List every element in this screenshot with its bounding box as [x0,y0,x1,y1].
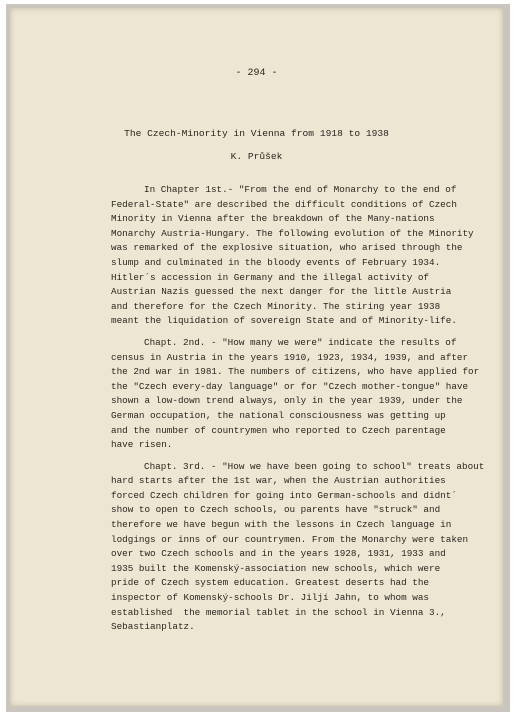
text-line: Monarchy Austria-Hungary. The following evolution of the Minority [111,227,474,239]
text-line: inspector of Komenský-schools Dr. Jiljí Jahn, to whom was [111,592,430,604]
paragraph [111,336,501,453]
text-line: Sebastianplatz. [111,621,195,633]
text-line: show to open to Czech schools, ou parents have "struck" and [111,504,441,516]
document-page [10,8,503,706]
text-line: have risen. [111,439,173,451]
text-line: Chapt. 3rd. - "How we have been going to school" treats about [144,460,485,472]
text-line: Hitler´s accession in Germany and the illegal activity of [111,271,430,283]
document-title: The Czech-Minority in Vienna from 1918 to 1938 [124,128,389,139]
text-line: meant the liquidation of sovereign State and of Minority-life. [111,315,457,327]
text-line: In Chapter 1st.- "From the end of Monarchy to the end of [144,184,457,195]
text-line: over two Czech schools and in the years 1928, 1931, 1933 and [111,548,446,560]
page-number: - 294 - [235,68,278,79]
paragraph [111,460,501,635]
text-line: forced Czech children for going into German-schools and didnt´ [111,489,457,501]
text-line: hard starts after the 1st war, when the Austrian authorities [111,475,446,487]
paragraph [111,183,501,329]
text-line: census in Austria in the years 1910, 1923, 1934, 1939, and after [111,351,469,363]
text-line: the "Czech every-day language" or for "Czech mother-tongue" have [111,380,469,392]
text-line: slump and culminated in the bloody events of February 1934. [111,256,441,268]
text-line: and therefore for the Czech Minority. The stiring year 1938 [111,300,441,312]
text-line: therefore we have begun with the lessons in Czech language in [111,519,452,531]
text-line: and the number of countrymen who reported to Czech parentage [111,424,446,436]
body-text [111,183,501,642]
text-line: Federal-State" are described the difficult conditions of Czech [111,198,457,210]
text-line: lodgings or inns of our countrymen. From the Monarchy were taken [111,533,469,545]
text-line: 1935 built the Komenský-association new schools, which were [111,562,441,574]
text-line: was remarked of the explosive situation, who arised through the [111,242,463,254]
text-line: Minority in Vienna after the breakdown of the Many-nations [111,213,435,225]
text-line: shown a low-down trend always, only in the year 1939, under the [111,395,463,407]
text-line: Chapt. 2nd. - "How many we were" indicate the results of [144,336,457,348]
text-line: established the memorial tablet in the school in Vienna 3., [111,606,446,618]
text-line: pride of Czech system education. Greatest deserts had the [111,577,430,589]
text-line: German occupation, the national consciousness was getting up [111,409,446,421]
text-line: the 2nd war in 1981. The numbers of citizens, who have applied for [111,366,480,378]
text-line: Austrian Nazis guessed the next danger for the little Austria [111,286,452,298]
document-author: K. Průšek [230,151,283,162]
